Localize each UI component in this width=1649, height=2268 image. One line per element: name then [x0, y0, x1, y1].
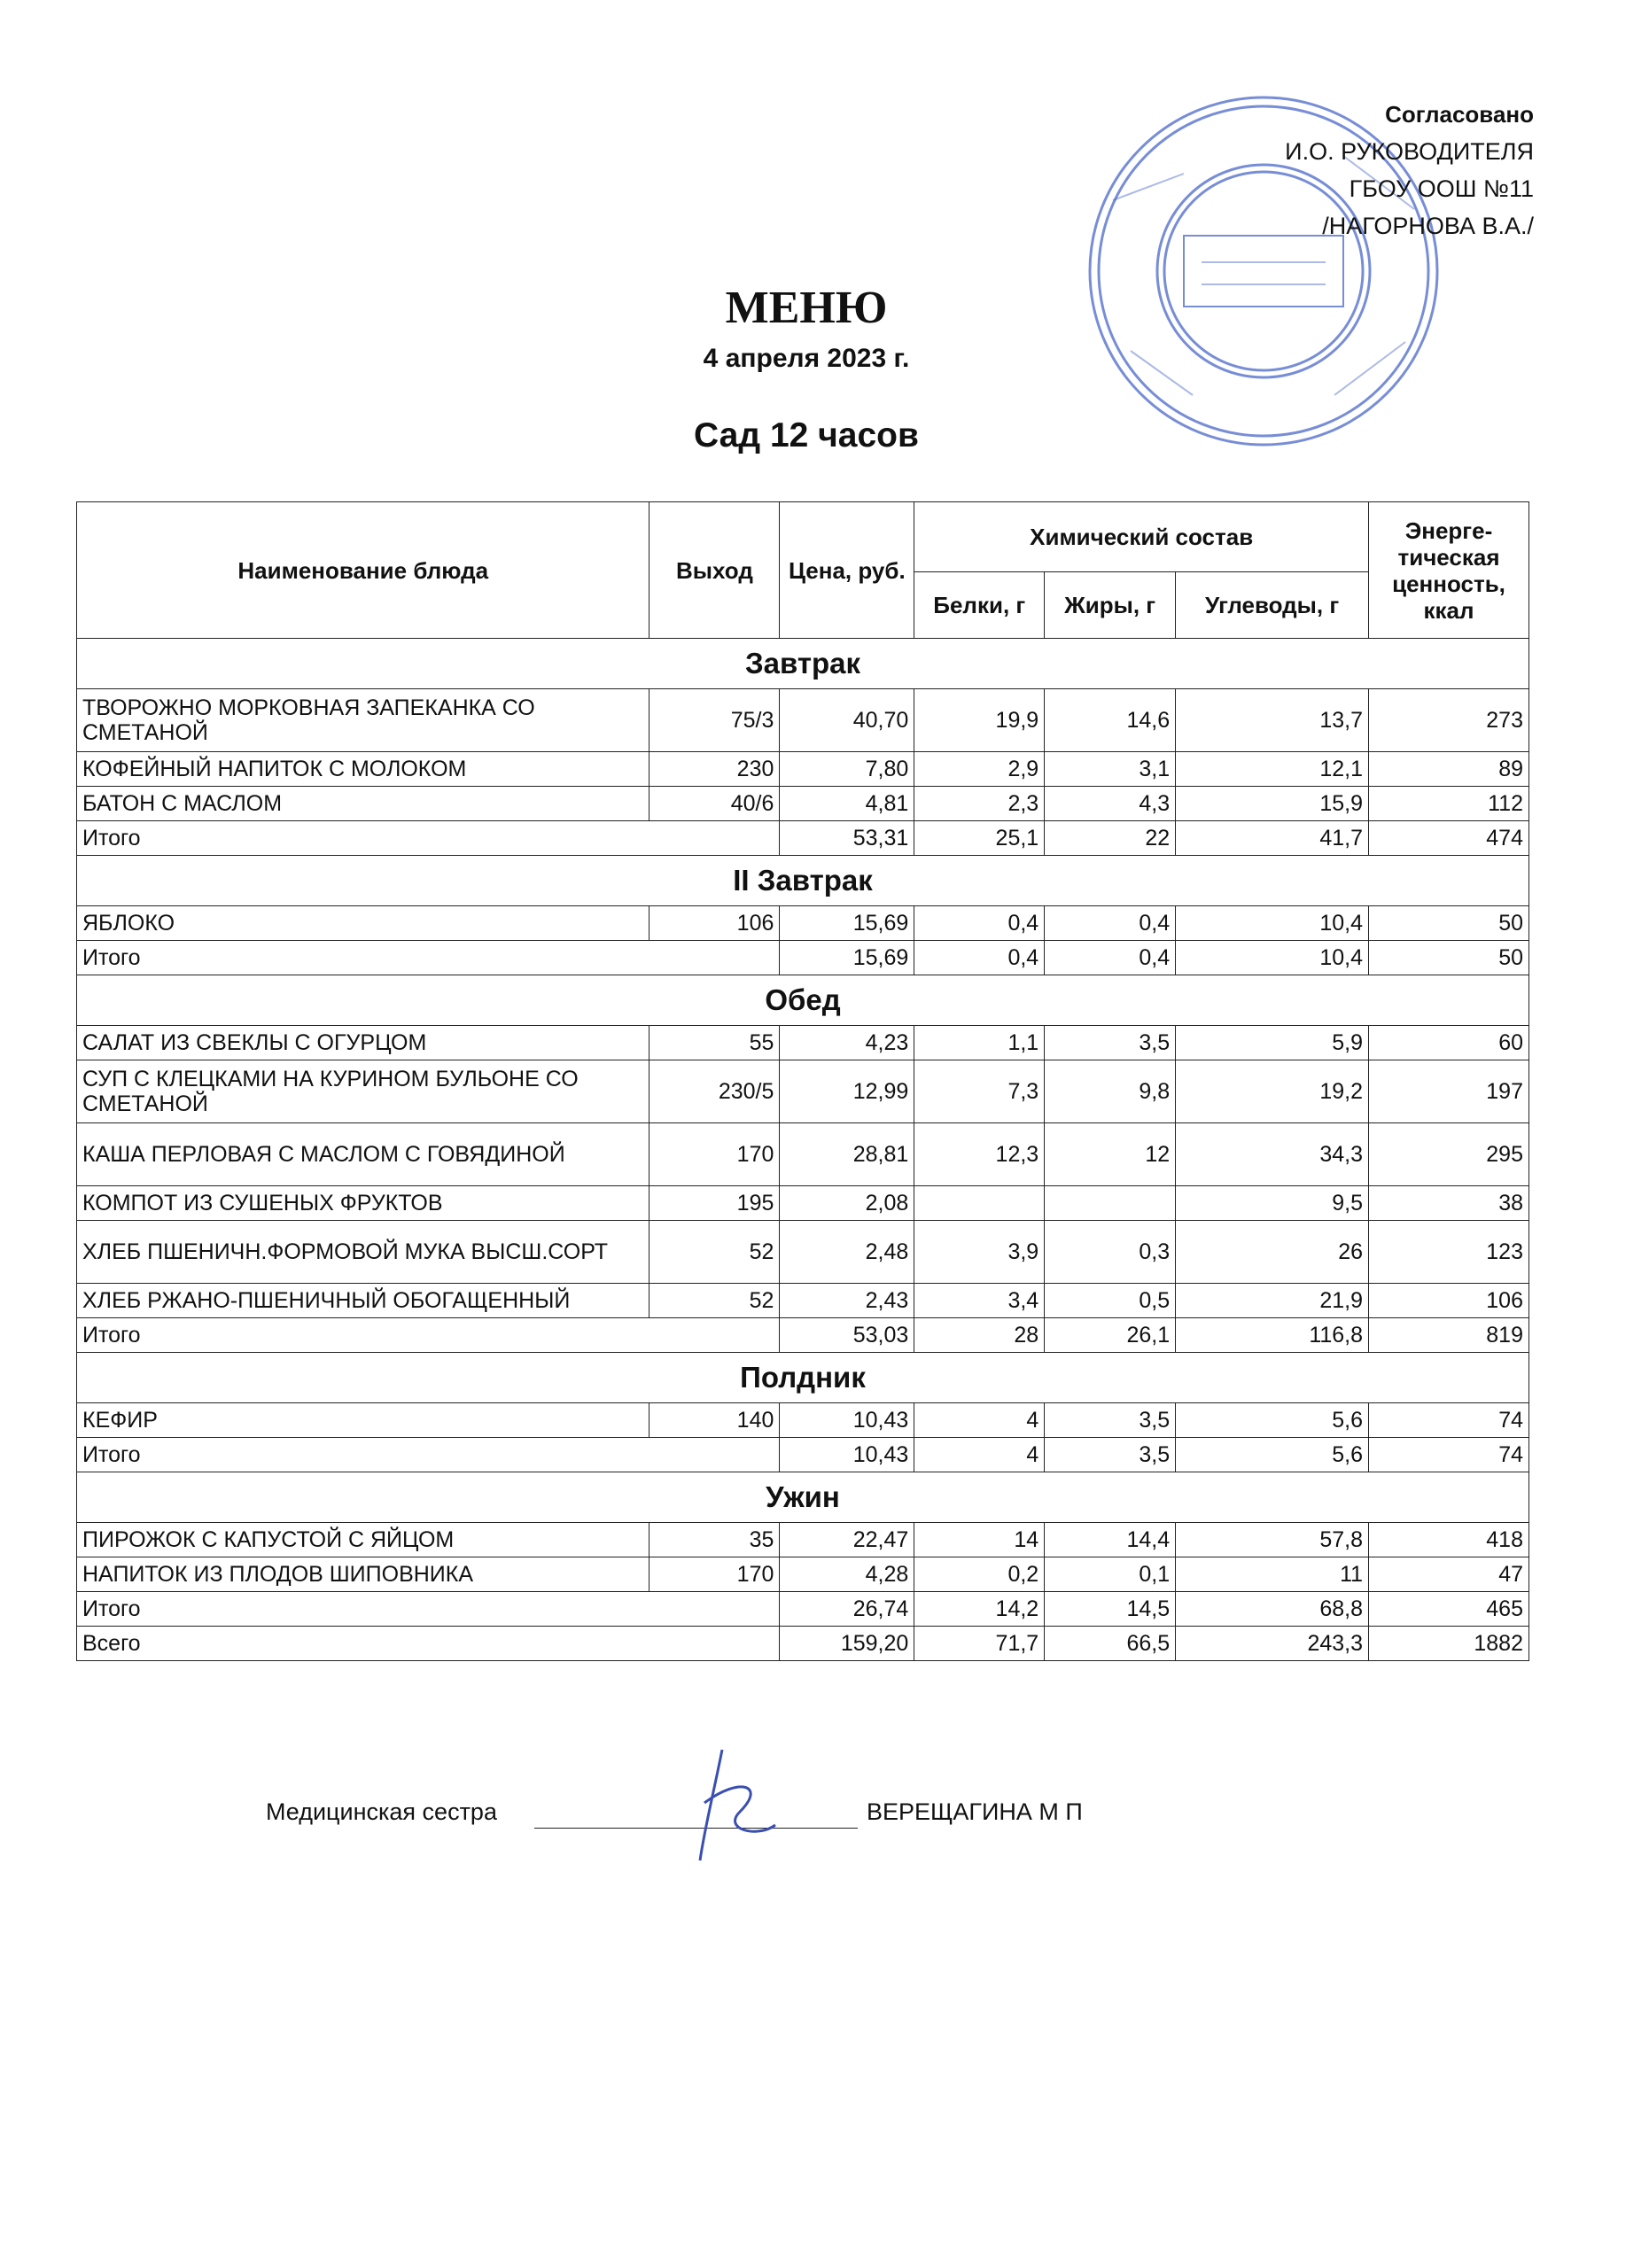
cell-price: 4,28	[780, 1557, 914, 1592]
cell-output: 52	[649, 1284, 780, 1318]
total-fat: 22	[1045, 821, 1176, 856]
cell-kcal: 89	[1369, 752, 1529, 787]
total-price: 53,03	[780, 1318, 914, 1353]
table-row	[77, 1403, 1529, 1438]
total-price: 15,69	[780, 941, 914, 975]
header-output: Выход	[649, 502, 780, 639]
header-chemical-composition: Химический состав	[914, 502, 1369, 572]
total-fat: 14,5	[1045, 1592, 1176, 1627]
total-price: 53,31	[780, 821, 914, 856]
cell-protein: 4	[914, 1403, 1045, 1438]
total-fat: 0,4	[1045, 941, 1176, 975]
cell-protein: 3,9	[914, 1221, 1045, 1284]
section-title: Полдник	[77, 1353, 1529, 1403]
total-kcal: 465	[1369, 1592, 1529, 1627]
cell-kcal: 47	[1369, 1557, 1529, 1592]
cell-carbs: 15,9	[1176, 787, 1369, 821]
table-row	[77, 1523, 1529, 1557]
cell-output: 230/5	[649, 1060, 780, 1123]
section-title: Ужин	[77, 1472, 1529, 1523]
cell-price: 10,43	[780, 1403, 914, 1438]
grand-total-row	[77, 1627, 1529, 1661]
total-protein: 25,1	[914, 821, 1045, 856]
total-carbs: 5,6	[1176, 1438, 1369, 1472]
header-dish-name: Наименование блюда	[77, 502, 649, 639]
cell-protein: 0,4	[914, 906, 1045, 941]
cell-protein: 7,3	[914, 1060, 1045, 1123]
total-kcal: 474	[1369, 821, 1529, 856]
grand-total-price: 159,20	[780, 1627, 914, 1661]
total-carbs: 10,4	[1176, 941, 1369, 975]
section-header-row	[77, 1353, 1529, 1403]
cell-kcal: 123	[1369, 1221, 1529, 1284]
dish-name: ХЛЕБ РЖАНО-ПШЕНИЧНЫЙ ОБОГАЩЕННЫЙ	[77, 1284, 649, 1318]
dish-name: ЯБЛОКО	[77, 906, 649, 941]
cell-carbs: 9,5	[1176, 1186, 1369, 1221]
cell-carbs: 13,7	[1176, 689, 1369, 752]
cell-output: 40/6	[649, 787, 780, 821]
section-title: Завтрак	[77, 639, 1529, 689]
cell-fat: 3,1	[1045, 752, 1176, 787]
cell-kcal: 38	[1369, 1186, 1529, 1221]
cell-protein: 12,3	[914, 1123, 1045, 1186]
total-kcal: 74	[1369, 1438, 1529, 1472]
total-fat: 3,5	[1045, 1438, 1176, 1472]
cell-carbs: 5,6	[1176, 1403, 1369, 1438]
cell-fat: 9,8	[1045, 1060, 1176, 1123]
total-protein: 14,2	[914, 1592, 1045, 1627]
dish-name: ТВОРОЖНО МОРКОВНАЯ ЗАПЕКАНКА СО СМЕТАНОЙ	[77, 689, 649, 752]
total-label: Итого	[77, 1592, 780, 1627]
menu-table-body	[77, 639, 1529, 1661]
table-row	[77, 1186, 1529, 1221]
dish-name: КАША ПЕРЛОВАЯ С МАСЛОМ С ГОВЯДИНОЙ	[77, 1123, 649, 1186]
cell-protein: 3,4	[914, 1284, 1045, 1318]
dish-name: КОФЕЙНЫЙ НАПИТОК С МОЛОКОМ	[77, 752, 649, 787]
cell-price: 2,48	[780, 1221, 914, 1284]
table-row	[77, 752, 1529, 787]
header-price: Цена, руб.	[780, 502, 914, 639]
total-protein: 28	[914, 1318, 1045, 1353]
total-price: 26,74	[780, 1592, 914, 1627]
cell-output: 106	[649, 906, 780, 941]
cell-fat	[1045, 1186, 1176, 1221]
cell-output: 170	[649, 1123, 780, 1186]
dish-name: КОМПОТ ИЗ СУШЕНЫХ ФРУКТОВ	[77, 1186, 649, 1221]
table-row	[77, 1060, 1529, 1123]
cell-price: 12,99	[780, 1060, 914, 1123]
total-price: 10,43	[780, 1438, 914, 1472]
menu-group: Сад 12 часов	[694, 416, 919, 454]
cell-fat: 14,4	[1045, 1523, 1176, 1557]
cell-protein: 2,9	[914, 752, 1045, 787]
total-label: Итого	[77, 941, 780, 975]
cell-carbs: 26	[1176, 1221, 1369, 1284]
cell-kcal: 197	[1369, 1060, 1529, 1123]
total-row	[77, 1318, 1529, 1353]
cell-protein: 1,1	[914, 1026, 1045, 1060]
cell-price: 2,43	[780, 1284, 914, 1318]
cell-price: 7,80	[780, 752, 914, 787]
cell-fat: 0,4	[1045, 906, 1176, 941]
cell-carbs: 34,3	[1176, 1123, 1369, 1186]
cell-price: 15,69	[780, 906, 914, 941]
total-row	[77, 1438, 1529, 1472]
table-row	[77, 1557, 1529, 1592]
dish-name: СУП С КЛЕЦКАМИ НА КУРИНОМ БУЛЬОНЕ СО СМЕТАНОЙ	[77, 1060, 649, 1123]
section-title: Обед	[77, 975, 1529, 1026]
total-row	[77, 1592, 1529, 1627]
cell-carbs: 12,1	[1176, 752, 1369, 787]
total-label: Итого	[77, 1318, 780, 1353]
cell-kcal: 418	[1369, 1523, 1529, 1557]
handwritten-signature	[687, 1741, 784, 1865]
cell-output: 55	[649, 1026, 780, 1060]
dish-name: НАПИТОК ИЗ ПЛОДОВ ШИПОВНИКА	[77, 1557, 649, 1592]
grand-total-protein: 71,7	[914, 1627, 1045, 1661]
grand-total-fat: 66,5	[1045, 1627, 1176, 1661]
page-title: МЕНЮ	[725, 283, 888, 333]
header-carbs: Углеводы, г	[1176, 572, 1369, 639]
cell-output: 170	[649, 1557, 780, 1592]
section-header-row	[77, 975, 1529, 1026]
approval-block	[1285, 96, 1534, 245]
cell-fat: 3,5	[1045, 1026, 1176, 1060]
cell-carbs: 10,4	[1176, 906, 1369, 941]
total-fat: 26,1	[1045, 1318, 1176, 1353]
total-protein: 4	[914, 1438, 1045, 1472]
menu-date: 4 апреля 2023 г.	[703, 344, 910, 373]
dish-name: КЕФИР	[77, 1403, 649, 1438]
header-protein: Белки, г	[914, 572, 1045, 639]
grand-total-label: Всего	[77, 1627, 780, 1661]
signature-name: ВЕРЕЩАГИНА М П	[867, 1798, 1083, 1825]
cell-carbs: 19,2	[1176, 1060, 1369, 1123]
table-row	[77, 906, 1529, 941]
section-header-row	[77, 639, 1529, 689]
total-carbs: 41,7	[1176, 821, 1369, 856]
cell-carbs: 11	[1176, 1557, 1369, 1592]
cell-carbs: 57,8	[1176, 1523, 1369, 1557]
table-row	[77, 689, 1529, 752]
cell-output: 52	[649, 1221, 780, 1284]
table-row	[77, 1221, 1529, 1284]
cell-carbs: 21,9	[1176, 1284, 1369, 1318]
section-header-row	[77, 856, 1529, 906]
section-title: II Завтрак	[77, 856, 1529, 906]
cell-fat: 0,3	[1045, 1221, 1176, 1284]
table-row	[77, 1284, 1529, 1318]
total-label: Итого	[77, 1438, 780, 1472]
cell-kcal: 60	[1369, 1026, 1529, 1060]
cell-output: 35	[649, 1523, 780, 1557]
cell-fat: 3,5	[1045, 1403, 1176, 1438]
approval-label: Согласовано	[1385, 101, 1534, 128]
cell-price: 4,23	[780, 1026, 914, 1060]
approval-name: /НАГОРНОВА В.А./	[1322, 213, 1534, 239]
cell-carbs: 5,9	[1176, 1026, 1369, 1060]
total-protein: 0,4	[914, 941, 1045, 975]
cell-protein: 0,2	[914, 1557, 1045, 1592]
cell-price: 28,81	[780, 1123, 914, 1186]
total-carbs: 68,8	[1176, 1592, 1369, 1627]
dish-name: БАТОН С МАСЛОМ	[77, 787, 649, 821]
cell-price: 2,08	[780, 1186, 914, 1221]
cell-kcal: 273	[1369, 689, 1529, 752]
cell-fat: 14,6	[1045, 689, 1176, 752]
cell-kcal: 50	[1369, 906, 1529, 941]
total-kcal: 819	[1369, 1318, 1529, 1353]
menu-table	[76, 501, 1529, 1661]
cell-protein: 2,3	[914, 787, 1045, 821]
cell-output: 195	[649, 1186, 780, 1221]
cell-fat: 4,3	[1045, 787, 1176, 821]
cell-kcal: 112	[1369, 787, 1529, 821]
total-carbs: 116,8	[1176, 1318, 1369, 1353]
cell-kcal: 106	[1369, 1284, 1529, 1318]
signature-role: Медицинская сестра	[266, 1798, 497, 1825]
dish-name: ХЛЕБ ПШЕНИЧН.ФОРМОВОЙ МУКА ВЫСШ.СОРТ	[77, 1221, 649, 1284]
dish-name: ПИРОЖОК С КАПУСТОЙ С ЯЙЦОМ	[77, 1523, 649, 1557]
cell-protein	[914, 1186, 1045, 1221]
total-row	[77, 941, 1529, 975]
dish-name: САЛАТ ИЗ СВЕКЛЫ С ОГУРЦОМ	[77, 1026, 649, 1060]
total-row	[77, 821, 1529, 856]
grand-total-carbs: 243,3	[1176, 1627, 1369, 1661]
section-header-row	[77, 1472, 1529, 1523]
grand-total-kcal: 1882	[1369, 1627, 1529, 1661]
header-energy: Энерге- тическая ценность, ккал	[1369, 502, 1529, 639]
table-row	[77, 1026, 1529, 1060]
cell-output: 230	[649, 752, 780, 787]
cell-output: 140	[649, 1403, 780, 1438]
total-label: Итого	[77, 821, 780, 856]
cell-protein: 19,9	[914, 689, 1045, 752]
approval-position: И.О. РУКОВОДИТЕЛЯ	[1285, 138, 1534, 165]
table-row	[77, 787, 1529, 821]
cell-fat: 12	[1045, 1123, 1176, 1186]
cell-output: 75/3	[649, 689, 780, 752]
cell-price: 22,47	[780, 1523, 914, 1557]
cell-fat: 0,5	[1045, 1284, 1176, 1318]
table-row	[77, 1123, 1529, 1186]
cell-protein: 14	[914, 1523, 1045, 1557]
cell-price: 40,70	[780, 689, 914, 752]
approval-organization: ГБОУ ООШ №11	[1349, 175, 1534, 202]
header-fat: Жиры, г	[1045, 572, 1176, 639]
cell-kcal: 74	[1369, 1403, 1529, 1438]
cell-kcal: 295	[1369, 1123, 1529, 1186]
cell-price: 4,81	[780, 787, 914, 821]
total-kcal: 50	[1369, 941, 1529, 975]
cell-fat: 0,1	[1045, 1557, 1176, 1592]
